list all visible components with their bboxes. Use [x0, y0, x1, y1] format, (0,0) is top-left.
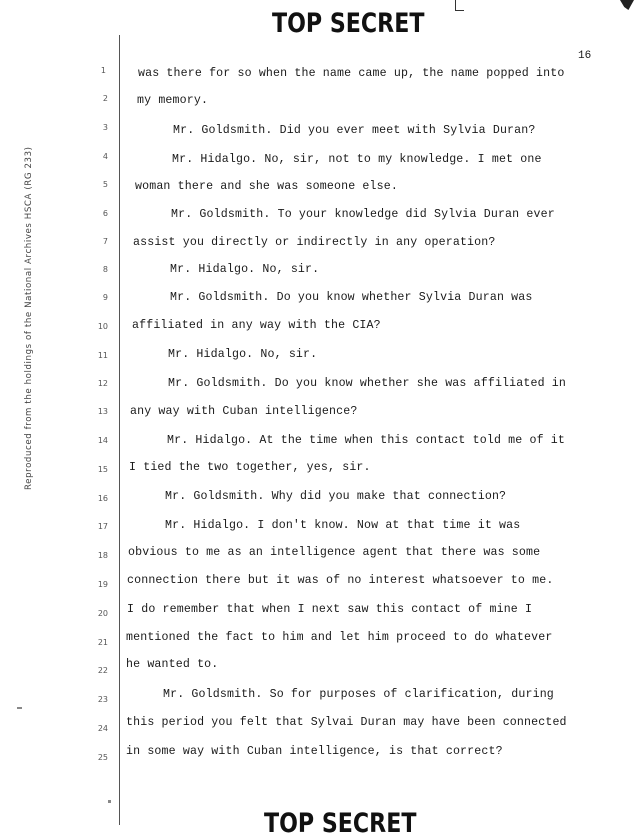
scan-corner-artifact	[620, 0, 634, 10]
line-number: 4	[102, 152, 108, 161]
transcript-line: Mr. Hidalgo. No, sir.	[168, 348, 318, 361]
transcript-line: Mr. Goldsmith. Do you know whether Sylvia Duran was	[170, 291, 533, 304]
line-number: 6	[102, 209, 108, 218]
transcript-line: Mr. Goldsmith. To your knowledge did Sylvia Duran ever	[171, 208, 555, 221]
transcript-line: this period you felt that Sylvai Duran may have been connected	[126, 716, 567, 729]
scan-speck	[108, 800, 111, 803]
transcript-line: Mr. Goldsmith. Why did you make that connection?	[165, 490, 507, 503]
transcript-line: I do remember that when I next saw this contact of mine I	[127, 603, 533, 616]
transcript-line: assist you directly or indirectly in any operation?	[133, 236, 496, 249]
transcript-line: mentioned the fact to him and let him proceed to do whatever	[126, 631, 553, 644]
transcript-line: connection there but it was of no interest whatsoever to me.	[127, 574, 554, 587]
transcript-line: in some way with Cuban intelligence, is that correct?	[126, 745, 503, 758]
classification-stamp-bottom: TOP SECRET	[264, 808, 417, 839]
line-number: 19	[97, 580, 108, 589]
archive-reproduction-note: Reproduced from the holdings of the National Archives HSCA (RG 233)	[24, 146, 34, 490]
classification-stamp-top: TOP SECRET	[272, 8, 425, 39]
line-number: 3	[102, 123, 108, 132]
transcript-line: Mr. Hidalgo. I don't know. Now at that time it was	[165, 519, 521, 532]
scan-corner-mark	[455, 0, 464, 11]
line-number: 2	[102, 94, 108, 103]
transcript-line: woman there and she was someone else.	[135, 180, 398, 193]
line-number: 16	[97, 494, 108, 503]
transcript-line: obvious to me as an intelligence agent that there was some	[128, 546, 541, 559]
line-number: 13	[97, 407, 108, 416]
margin-rule	[119, 35, 120, 825]
line-number: 17	[97, 522, 108, 531]
line-number: 1	[100, 66, 106, 75]
line-number: 22	[97, 666, 108, 675]
line-number: 21	[97, 638, 108, 647]
line-number: 18	[97, 551, 108, 560]
scan-speck	[17, 707, 22, 709]
line-number: 10	[97, 322, 108, 331]
transcript-line: I tied the two together, yes, sir.	[129, 461, 371, 474]
page-number: 16	[578, 50, 592, 62]
line-number: 5	[102, 180, 108, 189]
line-number: 23	[97, 695, 108, 704]
line-number: 9	[102, 293, 108, 302]
transcript-line: Mr. Goldsmith. So for purposes of clarification, during	[163, 688, 554, 701]
line-number: 15	[97, 465, 108, 474]
transcript-line: was there for so when the name came up, the name popped into	[138, 67, 565, 80]
transcript-line: affiliated in any way with the CIA?	[132, 319, 381, 332]
line-number: 20	[97, 609, 108, 618]
line-number: 24	[97, 724, 108, 733]
line-number: 8	[102, 265, 108, 274]
line-number: 12	[97, 379, 108, 388]
transcript-line: Mr. Goldsmith. Did you ever meet with Sylvia Duran?	[173, 124, 536, 137]
transcript-line: he wanted to.	[126, 658, 219, 671]
line-number: 14	[97, 436, 108, 445]
transcript-line: Mr. Goldsmith. Do you know whether she was affiliated in	[168, 377, 567, 390]
line-number: 11	[97, 351, 108, 360]
transcript-line: Mr. Hidalgo. No, sir, not to my knowledge. I met one	[172, 153, 542, 166]
transcript-line: Mr. Hidalgo. At the time when this contact told me of it	[167, 434, 566, 447]
line-number: 7	[102, 237, 108, 246]
transcript-line: my memory.	[137, 94, 209, 107]
transcript-line: any way with Cuban intelligence?	[130, 405, 358, 418]
line-number: 25	[97, 753, 108, 762]
transcript-line: Mr. Hidalgo. No, sir.	[170, 263, 320, 276]
